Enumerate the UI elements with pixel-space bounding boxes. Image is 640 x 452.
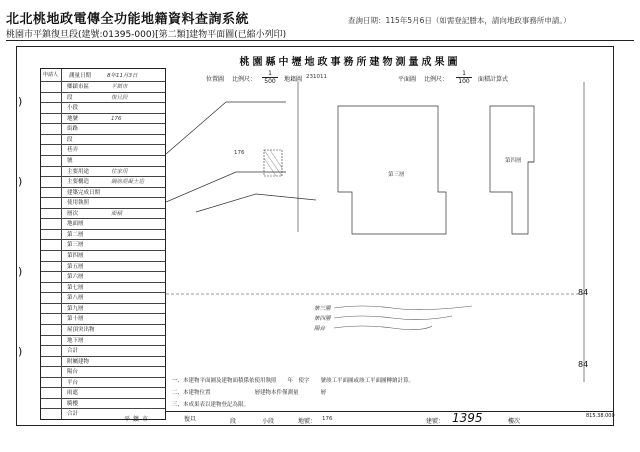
footer-section: 段 bbox=[230, 418, 237, 425]
map-sheet-value: 231011 bbox=[306, 74, 327, 80]
form-row-label: 地號 bbox=[67, 115, 79, 122]
footer-floor-label: 樓次 bbox=[508, 418, 521, 425]
lot-number-label: 176 bbox=[234, 150, 245, 156]
form-row-label: 地面層 bbox=[67, 221, 84, 228]
form-row-label: 第二層 bbox=[67, 231, 84, 238]
form-row-label: 小段 bbox=[67, 105, 79, 112]
form-row-label: 合計 bbox=[67, 348, 79, 355]
building-data-form bbox=[40, 68, 166, 420]
form-row-label: 使用執照 bbox=[67, 200, 90, 207]
calc-line: 陽台 bbox=[314, 326, 326, 332]
form-row-label: 合計 bbox=[67, 411, 79, 418]
area-calc-label: 面積計算式 bbox=[478, 76, 509, 83]
calc-line: 第四層 bbox=[314, 316, 331, 322]
form-row-label: 陽台 bbox=[67, 369, 79, 376]
document-code: 815.38.000 bbox=[586, 413, 615, 419]
form-row-label: 主要用途 bbox=[67, 168, 90, 175]
punch-mark-icon: ) bbox=[18, 345, 23, 358]
footer-lot-label: 地號： bbox=[298, 418, 317, 425]
north-marker: 84 bbox=[578, 360, 589, 369]
sheet-title: 桃園縣中壢地政事務所建物測量成果圖 bbox=[239, 57, 461, 68]
form-row-label: 段 bbox=[67, 94, 73, 101]
scale-fraction-1: 1 500 bbox=[262, 70, 278, 85]
page-subtitle: 桃園市平鎮復旦段(建號:01395-000)[第二類]建物平面圖(已縮小列印) bbox=[6, 30, 287, 40]
footer-district: 復旦 bbox=[184, 416, 197, 423]
form-row-label: 地下層 bbox=[67, 337, 84, 344]
footer-subsection: 小段 bbox=[262, 418, 275, 425]
form-row-label: 第四層 bbox=[67, 253, 84, 259]
form-row-label: 第五層 bbox=[67, 263, 84, 270]
footer-lot-value: 176 bbox=[322, 416, 333, 422]
form-row-label: 雨遮 bbox=[67, 390, 79, 397]
note-2: 二、本建物位置 層建物本件僅測量 層 bbox=[172, 390, 327, 396]
handwritten-calc bbox=[332, 300, 482, 340]
form-row-value: 住家用 bbox=[111, 168, 128, 175]
form-row-label: 主要構造 bbox=[67, 179, 90, 186]
form-row-label: 層次 bbox=[67, 210, 79, 217]
form-row-label: 第六層 bbox=[67, 274, 84, 281]
form-row-label: 第九層 bbox=[67, 305, 84, 312]
form-row-value: 平鎮市 bbox=[111, 84, 128, 90]
scale-label-1: 比例尺： bbox=[232, 76, 257, 83]
form-row-label: 附屬建物 bbox=[67, 358, 90, 365]
form-row-label: 騎樓 bbox=[67, 400, 79, 407]
survey-date-value: 8年11月3日 bbox=[107, 73, 138, 79]
note-1: 一、本建物平面圖及建物面積係依使用執照 年 使字 號竣工平面圖或竣工平面圖轉繪計算。 bbox=[172, 378, 415, 384]
form-row-label: 巷弄 bbox=[67, 147, 79, 154]
scale-label-2: 比例尺： bbox=[424, 76, 449, 83]
form-row-label: 第七層 bbox=[67, 284, 84, 291]
form-row-label: 屋頂突出物 bbox=[67, 326, 95, 333]
footer-divider bbox=[166, 411, 614, 412]
floor-plan-label: 平面圖 bbox=[398, 76, 417, 83]
scale-fraction-2: 1 100 bbox=[456, 70, 472, 85]
form-row-value: 鋼筋混凝土造 bbox=[111, 179, 145, 186]
header-divider bbox=[6, 40, 634, 41]
map-sheet-label: 地籍圖 bbox=[284, 76, 303, 83]
form-row-label: 第十層 bbox=[67, 316, 84, 323]
survey-date-label: 測量日期 bbox=[69, 73, 92, 79]
footer-region: 平鎮市 bbox=[124, 416, 152, 423]
form-row-label: 段 bbox=[67, 136, 73, 143]
floor-4-label: 第四層 bbox=[505, 158, 522, 164]
form-row-label: 平台 bbox=[67, 379, 79, 386]
note-3: 三、本成果表以建物登記為限。 bbox=[172, 402, 250, 408]
form-row-label: 第三層 bbox=[67, 242, 84, 249]
site-plan-label: 位置圖 bbox=[206, 76, 225, 83]
footer-building-no-value: 1395 bbox=[452, 411, 483, 425]
form-row-label: 鄉鎮市區 bbox=[67, 84, 90, 90]
page-title: 北北桃地政電傳全功能地籍資料查詢系統 bbox=[6, 12, 250, 27]
form-row-label: 第八層 bbox=[67, 295, 84, 302]
punch-mark-icon: ) bbox=[18, 95, 23, 108]
form-row-label: 號 bbox=[67, 157, 73, 164]
punch-mark-icon: ) bbox=[18, 175, 23, 188]
form-row-label: 街路 bbox=[67, 126, 79, 133]
footer-building-no-label: 建號： bbox=[426, 418, 445, 425]
form-row-label: 建築完成日期 bbox=[67, 189, 101, 196]
calc-line: 第三層 bbox=[314, 306, 331, 312]
punch-mark-icon: ) bbox=[18, 265, 23, 278]
applicant-label: 申請人 bbox=[43, 72, 59, 78]
north-marker: 84 bbox=[578, 288, 589, 297]
query-date: 查詢日期：115年5月6日（如需登記謄本，請向地政事務所申請。） bbox=[348, 16, 571, 25]
form-row-value: 復旦段 bbox=[111, 94, 128, 101]
floor-3-label: 第三層 bbox=[388, 172, 405, 178]
form-row-value: 176 bbox=[111, 115, 122, 122]
form-row-value: 面積 bbox=[111, 210, 123, 217]
